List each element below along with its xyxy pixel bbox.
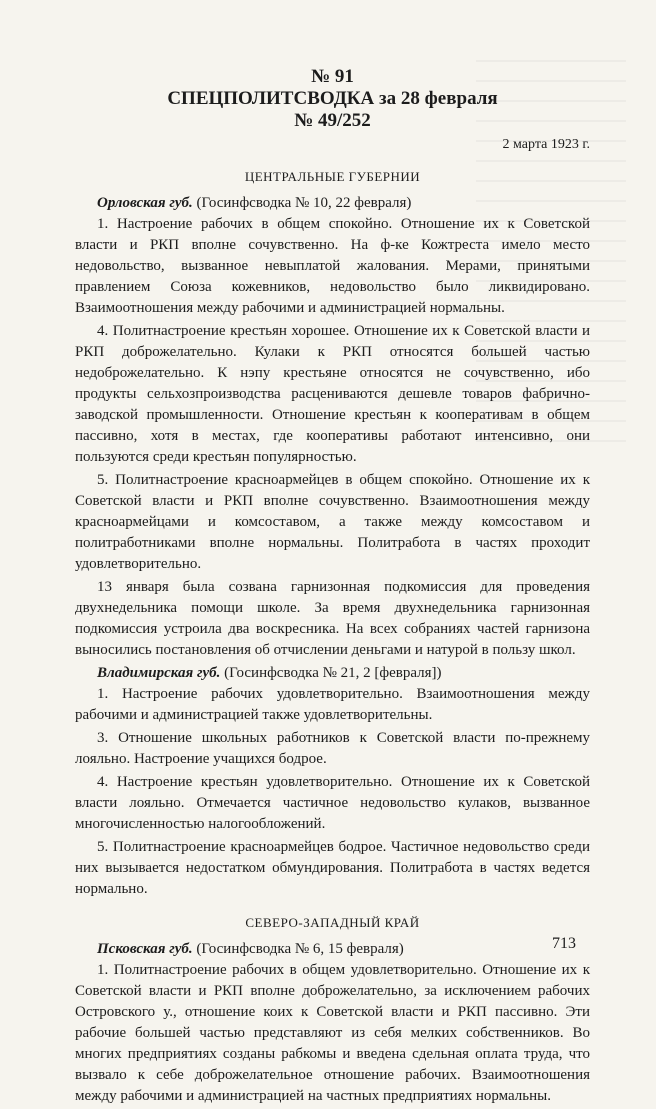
document-date: 2 марта 1923 г.: [502, 137, 590, 152]
paragraph: 4. Политнастроение крестьян хорошее. Отношение их к Советской власти и РКП доброжелательно. Кулаки к РКП относятся большей частью недоброжелательно. К нэпу крестьяне относятся не сочувственно, ибо продукты сельхозпроизводства расцениваются дешевле товаров фабрично-заводской промышленности. Отношение крестьян к кооперативам в общем пассивно, хотя в местах, где кооперативы работают интенсивно, они пользуются среди крестьян популярностью.: [75, 323, 590, 465]
region-source: (Госинфсводка № 21, 2 [февраля]): [220, 665, 442, 681]
document-title: СПЕЦПОЛИТСВОДКА за 28 февраля: [167, 88, 498, 109]
page-number: 713: [552, 935, 576, 952]
region-source: (Госинфсводка № 10, 22 февраля): [192, 195, 412, 211]
paragraph: 1. Настроение рабочих удовлетворительно. Взаимоотношения между рабочими и администрацией также удовлетворительны.: [75, 686, 590, 723]
region-source: (Госинфсводка № 6, 15 февраля): [192, 941, 404, 957]
section-heading-northwest: СЕВЕРО-ЗАПАДНЫЙ КРАЙ: [245, 915, 420, 930]
region-heading-vladimir: [75, 663, 590, 684]
section-heading-central: ЦЕНТРАЛЬНЫЕ ГУБЕРНИИ: [244, 169, 421, 184]
region-name: Псковская губ.: [97, 941, 193, 957]
paragraph: 1. Политнастроение рабочих в общем удовлетворительно. Отношение их к Советской власти и РКП вполне доброжелательно, за исключением рабочих Островского у., отношение коих к Советской власти и РКП пассивно. Эти рабочие большей частью представляют из себя мелких собственников. Во многих предприятиях созданы рабкомы и введена сдельная оплата труда, что вызвало к себе доброжелательное отношение рабочих. Взаимоотношения между рабочими и администрацией на частных предприятиях нормальны.: [75, 962, 590, 1104]
document-number: № 91: [311, 66, 354, 87]
region-name: Орловская губ.: [97, 195, 193, 211]
region-heading-orel: [75, 193, 590, 214]
region-heading-pskov: [75, 939, 590, 960]
paragraph: 1. Настроение рабочих в общем спокойно. Отношение их к Советской власти и РКП вполне сочувственно. На ф-ке Кожтреста имело место недовольство, вызванное невыплатой жалования. Мерами, принятыми правлением Союза кожевников, недовольство было ликвидировано. Взаимоотношения между рабочими и администрацией нормальны.: [75, 216, 590, 316]
paragraph: 5. Политнастроение красноармейцев бодрое. Частичное недовольство среди них вызывается недостатком обмундирования. Политработа в частях ведется нормально.: [75, 839, 590, 897]
paragraph: 13 января была созвана гарнизонная подкомиссия для проведения двухнедельника помощи школе. За время двухнедельника гарнизонная подкомиссия устроила два воскресника. На всех собраниях частей гарнизона выносились постановления об отчислении деньгами и натурой в пользу школ.: [75, 579, 590, 658]
paragraph: 3. Отношение школьных работников к Советской власти по-прежнему лояльно. Настроение учащихся бодрое.: [75, 730, 590, 767]
paragraph: 5. Политнастроение красноармейцев в общем спокойно. Отношение их к Советской власти и РКП вполне сочувственно. Взаимоотношения между красноармейцами и комсоставом, а также между комсоставом и политработниками вполне нормальны. Политработа в частях проходит удовлетворительно.: [75, 472, 590, 572]
paragraph: 4. Настроение крестьян удовлетворительно. Отношение их к Советской власти лояльно. Отмечается частичное недовольство кулаков, вызванное многочисленностью налогообложений.: [75, 774, 590, 832]
document-body: [75, 66, 590, 1109]
document-subnumber: № 49/252: [294, 110, 371, 131]
region-name: Владимирская губ.: [97, 665, 221, 681]
